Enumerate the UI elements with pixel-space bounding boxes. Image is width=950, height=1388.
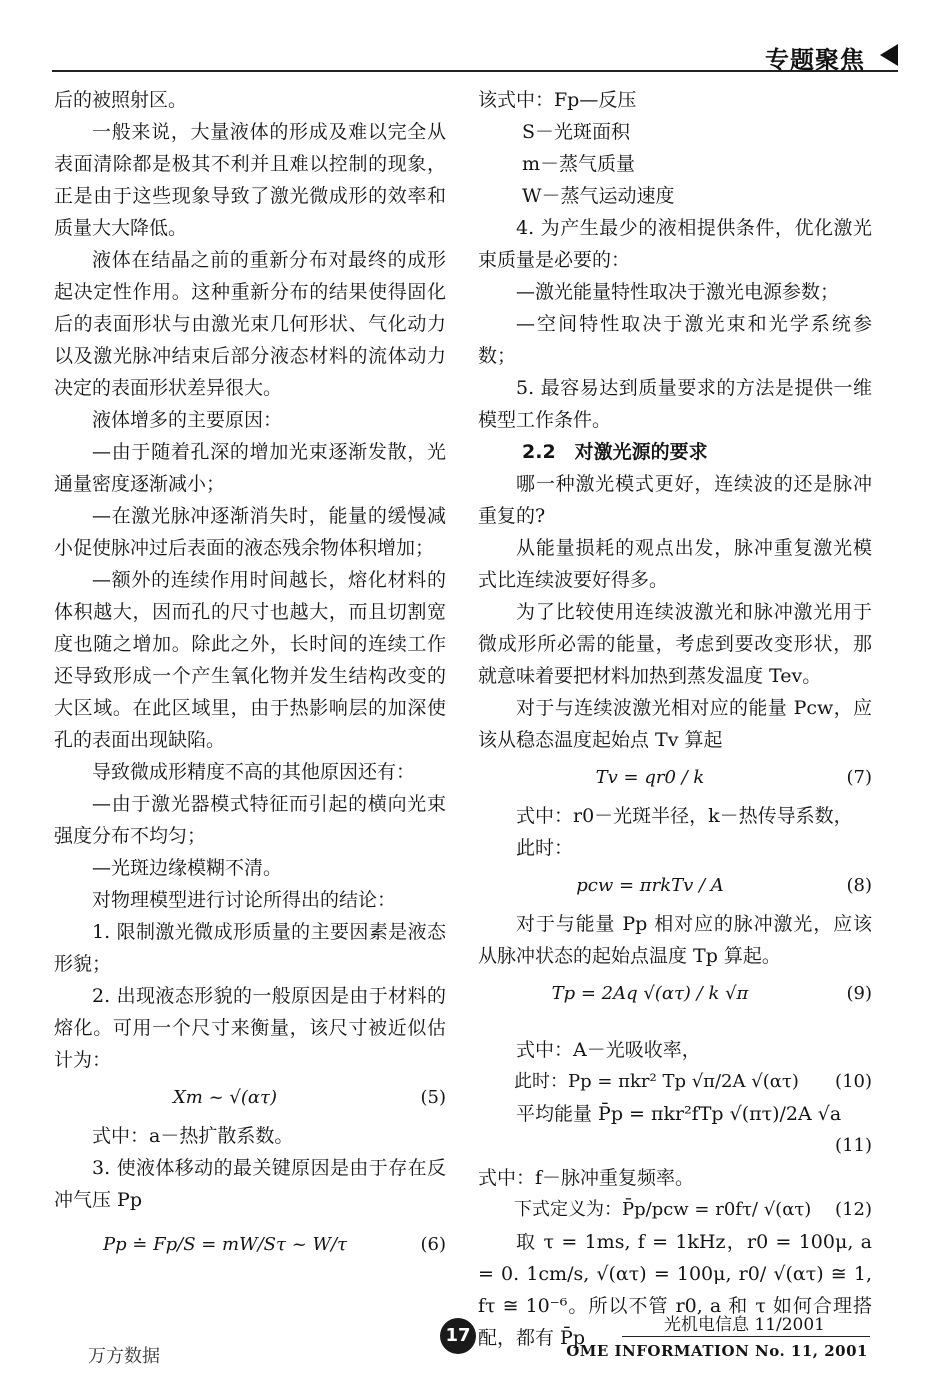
equation-body: pcw = πrkTv / A	[576, 875, 724, 896]
equation-number: (10)	[835, 1071, 872, 1092]
source-watermark: 万方数据	[88, 1346, 160, 1367]
paragraph: —额外的连续作用时间越长，熔化材料的体积越大，因而孔的尺寸也越大，而且切割宽度也随之增加。除此之外，长时间的连续工作还导致形成一个产生氧化物并发生结构改变的大区域。在此区域里，由于热影响层的加深使孔的表面出现缺陷。	[54, 569, 446, 751]
equation-body: Tp = 2Aq √(ατ) / k √π	[551, 983, 749, 1004]
paragraph: 此时：	[516, 837, 574, 859]
paragraph: —由于激光器模式特征而引起的横向光束强度分布不均匀；	[54, 793, 446, 847]
section-heading: 2.2 对激光源的要求	[522, 441, 708, 463]
journal-title-en: OME INFORMATION No. 11, 2001	[566, 1342, 868, 1360]
equation-7	[478, 756, 872, 800]
paragraph: 4. 为产生最少的液相提供条件，优化激光束质量是必要的：	[478, 217, 872, 271]
equation-number: (5)	[420, 1087, 446, 1108]
paragraph: —激光能量特性取决于激光电源参数；	[516, 281, 840, 303]
paragraph: 2. 出现液态形貌的一般原因是由于材料的熔化。可用一个尺寸来衡量，该尺寸被近似估计为：	[54, 985, 446, 1071]
equation-body: Pp ≐ Fp/S = mW/Sτ ~ W/τ	[102, 1234, 348, 1255]
paragraph: 一般来说，大量液体的形成及难以完全从表面清除都是极其不利并且难以控制的现象，正是由于这些现象导致了激光微成形的效率和质量大大降低。	[54, 121, 446, 239]
paragraph: —在激光脉冲逐渐消失时，能量的缓慢减小促使脉冲过后表面的液态残余物体积增加；	[54, 505, 446, 559]
page-header-title: 专题聚焦	[765, 46, 865, 74]
definition-item: m－蒸气质量	[522, 153, 636, 175]
equation-body: Xm ~ √(ατ)	[172, 1087, 278, 1108]
equation-number: (7)	[846, 767, 872, 788]
paragraph: 液体增多的主要原因：	[92, 409, 283, 431]
triangle-arrow-icon	[880, 44, 898, 66]
equation-number: (6)	[420, 1234, 446, 1255]
header-rule	[52, 70, 898, 72]
paragraph: 为了比较使用连续波激光和脉冲激光用于微成形所必需的能量，考虑到要改变形状，那就意味着要把材料加热到蒸发温度 Tev。	[478, 601, 872, 687]
left-column	[54, 84, 446, 1274]
paragraph: 式中：f－脉冲重复频率。	[478, 1167, 695, 1189]
definition-item: W－蒸气运动速度	[522, 185, 675, 207]
equation-6	[54, 1216, 446, 1274]
equation-9	[478, 972, 872, 1016]
paragraph: 式中：a－热扩散系数。	[92, 1125, 294, 1147]
paragraph: 5. 最容易达到质量要求的方法是提供一维模型工作条件。	[478, 377, 872, 431]
equation-number: (11)	[835, 1135, 872, 1156]
footer-rule	[622, 1336, 870, 1337]
equation-number: (8)	[846, 875, 872, 896]
paragraph: 哪一种激光模式更好，连续波的还是脉冲重复的?	[478, 473, 872, 527]
paragraph: —由于随着孔深的增加光束逐渐发散，光通量密度逐渐减小；	[54, 441, 446, 495]
paragraph: 对于与连续波激光相对应的能量 Pcw，应该从稳态温度起始点 Tv 算起	[478, 697, 872, 751]
paragraph: 式中：A－光吸收率，	[516, 1039, 701, 1061]
paragraph: 对于与能量 Pp 相对应的脉冲激光，应该从脉冲状态的起始点温度 Tp 算起。	[478, 913, 872, 967]
paragraph: 后的被照射区。	[54, 89, 188, 111]
paragraph: 取 τ = 1ms, f = 1kHz，r0 = 100μ, a = 0. 1cm/s, √(ατ) = 100μ, r0/ √(ατ) ≅ 1, fτ ≅ 10⁻⁶。所以不管 r0, a 和 τ 如何合理搭配，都有 P̄p	[478, 1231, 872, 1349]
equation-10	[478, 1066, 872, 1098]
equation-number: (9)	[846, 983, 872, 1004]
equation-12	[478, 1194, 872, 1226]
spacer	[478, 1016, 872, 1034]
page-number: 17	[440, 1318, 476, 1354]
equation-body: Tv = qr0 / k	[595, 767, 705, 788]
paragraph: 平均能量 P̄p = πkr²fTp √(πτ)/2A √a	[516, 1103, 842, 1125]
equation-body: 此时：Pp = πkr² Tp √π/2A √(ατ)	[514, 1071, 799, 1092]
right-column	[478, 84, 872, 1354]
paragraph: —空间特性取决于激光束和光学系统参数；	[478, 313, 872, 367]
equation-8	[478, 864, 872, 908]
paragraph: 1. 限制激光微成形质量的主要因素是液态形貌；	[54, 921, 446, 975]
paragraph: 式中：r0－光斑半径，k－热传导系数，	[516, 805, 853, 827]
paragraph: 3. 使液体移动的最关键原因是由于存在反冲气压 Pp	[54, 1157, 446, 1211]
paragraph: 导致微成形精度不高的其他原因还有：	[92, 761, 416, 783]
journal-title-cn: 光机电信息 11/2001	[663, 1315, 825, 1335]
paragraph: 对物理模型进行讨论所得出的结论：	[92, 889, 397, 911]
equation-body: 下式定义为：P̄p/pcw = r0fτ/ √(ατ)	[514, 1199, 812, 1220]
equation-5	[54, 1076, 446, 1120]
equation-11	[478, 1130, 872, 1162]
paragraph: 液体在结晶之前的重新分布对最终的成形起决定性作用。这种重新分布的结果使得固化后的表面形状与由激光束几何形状、气化动力以及激光脉冲结束后部分液态材料的流体动力决定的表面形状差异很大。	[54, 249, 446, 399]
paragraph: 该式中：Fp—反压	[478, 89, 637, 111]
paragraph: —光斑边缘模糊不清。	[92, 857, 283, 879]
equation-number: (12)	[835, 1199, 872, 1220]
paragraph: 从能量损耗的观点出发，脉冲重复激光模式比连续波要好得多。	[478, 537, 872, 591]
definition-item: S－光斑面积	[522, 121, 631, 143]
